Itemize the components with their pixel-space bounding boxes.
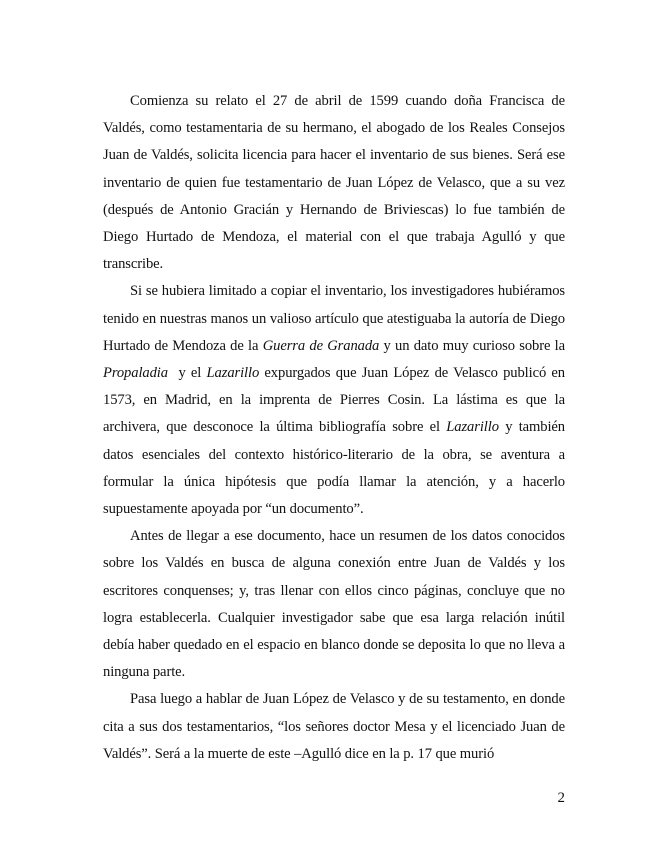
paragraph-2-text-b: y un dato muy curioso sobre la [379,337,565,354]
italic-title-lazarillo-1: Lazarillo [206,365,260,382]
paragraph-4 [103,686,565,768]
paragraph-1 [103,88,565,278]
italic-title-guerra-de-granada: Guerra de Granada [262,337,380,354]
italic-title-lazarillo-2: Lazarillo [446,419,499,436]
italic-title-propaladia: Propaladia [103,365,168,382]
paragraph-2-text-c: y el [167,365,207,382]
body-text [103,88,565,768]
paragraph-3 [103,523,565,686]
paragraph-1-text: Comienza su relato el 27 de abril de 1599 cuando doña Francisca de Valdés, como testamentaria de su hermano, el abogado de los Reales Consejos Juan de Valdés, solicita licencia para hacer el inventario de sus bienes. Será ese inventario de quien fue testamentario de Juan López de Velasco, que a su vez (después de Antonio Gracián y Hernando de Briviescas) lo fue también de Diego Hurtado de Mendoza, el material con el que trabaja Agulló y que transcribe. [103,93,565,273]
page-number: 2 [557,790,565,806]
paragraph-3-text: Antes de llegar a ese documento, hace un resumen de los datos conocidos sobre los Valdés en busca de alguna conexión entre Juan de Valdés y los escritores conquenses; y, tras llenar con ellos cinco páginas, concluye que no logra establecerla. Cualquier investigador sabe que esa larga relación inútil debía haber quedado en el espacio en blanco donde se deposita lo que no lleva a ninguna parte. [103,528,565,681]
paragraph-2-text-d: expurgados que Juan López de Velasco publicó en 1573, en Madrid, en la imprenta de Pierres Cosin. La lástima es que la archivera, que desconoce la última bibliografía sobre el [103,365,565,436]
paragraph-2 [103,278,565,523]
paragraph-4-text: Pasa luego a hablar de Juan López de Velasco y de su testamento, en donde cita a sus dos testamentarios, “los señores doctor Mesa y el licenciado Juan de Valdés”. Será a la muerte de este –Agulló dice en la p. 17 que murió [103,691,565,762]
paragraph-2-text-a: Si se hubiera limitado a copiar el inventario, los investigadores hubiéramos tenido en nuestras manos un valioso artículo que atestiguaba la autoría de Diego Hurtado de Mendoza de la [103,283,565,354]
paragraph-2-text-e: y también datos esenciales del contexto histórico-literario de la obra, se aventura a formular la única hipótesis que podía llamar la atención, y a hacerlo supuestamente apoyada por “un documento”. [103,419,565,518]
